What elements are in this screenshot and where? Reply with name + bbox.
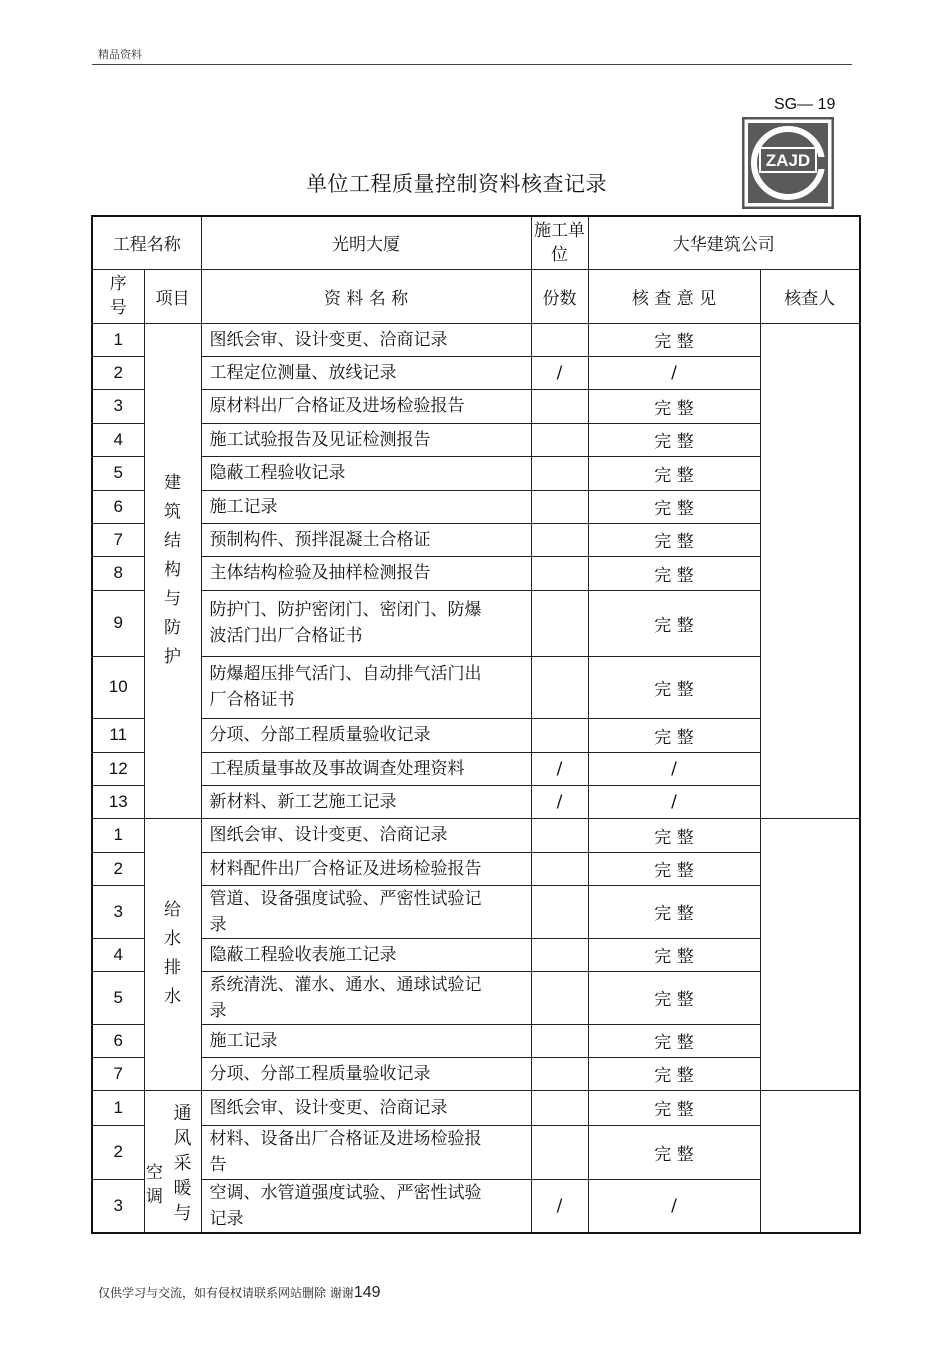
project-name-label: 工程名称 bbox=[92, 216, 201, 269]
opinion-cell: 完 整 bbox=[588, 1024, 760, 1057]
document-name: 施工试验报告及见证检测报告 bbox=[201, 423, 531, 456]
table-row bbox=[92, 556, 860, 590]
row-number: 12 bbox=[92, 752, 144, 785]
document-name-line1: 防护门、防护密闭门、密闭门、防爆 bbox=[209, 600, 482, 621]
category-char: 护 bbox=[164, 647, 181, 668]
info-row bbox=[92, 216, 860, 269]
table-row bbox=[92, 1179, 860, 1233]
document-name-line2: 记录 bbox=[209, 1208, 244, 1229]
row-number: 1 bbox=[92, 323, 144, 356]
row-number: 13 bbox=[92, 785, 144, 818]
category-hvac bbox=[144, 1090, 201, 1233]
checker-cell bbox=[760, 1090, 860, 1233]
category-char: 给 bbox=[164, 900, 181, 921]
page-number: 149 bbox=[353, 1284, 381, 1301]
row-number: 5 bbox=[92, 456, 144, 490]
copies-cell bbox=[531, 590, 588, 656]
document-name: 分项、分部工程质量验收记录 bbox=[201, 1057, 531, 1090]
copies-cell bbox=[531, 1090, 588, 1125]
table-row bbox=[92, 323, 860, 356]
table-row bbox=[92, 356, 860, 389]
copies-cell bbox=[531, 423, 588, 456]
category-char: 排 bbox=[164, 958, 181, 979]
table-row bbox=[92, 456, 860, 490]
checker-cell bbox=[760, 323, 860, 818]
row-number: 5 bbox=[92, 971, 144, 1024]
category-char: 结 bbox=[164, 531, 181, 552]
copies-header: 份数 bbox=[531, 269, 588, 323]
item-header: 项目 bbox=[144, 269, 201, 323]
copies-cell bbox=[531, 1125, 588, 1179]
row-number: 11 bbox=[92, 718, 144, 752]
document-name: 图纸会审、设计变更、洽商记录 bbox=[201, 323, 531, 356]
row-number: 7 bbox=[92, 523, 144, 556]
table-row bbox=[92, 1125, 860, 1179]
opinion-cell: 完 整 bbox=[588, 852, 760, 885]
document-name: 材料配件出厂合格证及进场检验报告 bbox=[201, 852, 531, 885]
table-row bbox=[92, 656, 860, 718]
category-char: 空 bbox=[146, 1162, 163, 1183]
document-name: 工程质量事故及事故调查处理资料 bbox=[201, 752, 531, 785]
row-number: 2 bbox=[92, 1125, 144, 1179]
svg-text:ZAJD: ZAJD bbox=[765, 151, 811, 170]
document-name: 工程定位测量、放线记录 bbox=[201, 356, 531, 389]
category-char: 水 bbox=[164, 929, 181, 950]
header-divider bbox=[92, 64, 852, 65]
table-row bbox=[92, 1024, 860, 1057]
category-char: 调 bbox=[146, 1186, 163, 1207]
row-number: 3 bbox=[92, 1179, 144, 1233]
copies-cell bbox=[531, 718, 588, 752]
document-name: 新材料、新工艺施工记录 bbox=[201, 785, 531, 818]
table-row bbox=[92, 1090, 860, 1125]
copies-cell bbox=[531, 656, 588, 718]
opinion-cell: 完 整 bbox=[588, 590, 760, 656]
footer-text: 仅供学习与交流，如有侵权请联系网站删除 谢谢 bbox=[98, 1286, 354, 1300]
opinion-cell: 完 整 bbox=[588, 1057, 760, 1090]
category-char: 通 bbox=[173, 1102, 192, 1124]
opinion-cell: 完 整 bbox=[588, 323, 760, 356]
row-number: 2 bbox=[92, 356, 144, 389]
table-row bbox=[92, 818, 860, 852]
row-number: 4 bbox=[92, 423, 144, 456]
construction-unit-label bbox=[531, 216, 588, 269]
document-name: 施工记录 bbox=[201, 490, 531, 523]
row-number: 1 bbox=[92, 1090, 144, 1125]
document-name-line1: 管道、设备强度试验、严密性试验记 bbox=[209, 888, 482, 909]
seq-header-line1: 序 bbox=[109, 274, 127, 295]
opinion-cell: 完 整 bbox=[588, 1125, 760, 1179]
document-name: 分项、分部工程质量验收记录 bbox=[201, 718, 531, 752]
opinion-cell: 完 整 bbox=[588, 490, 760, 523]
row-number: 7 bbox=[92, 1057, 144, 1090]
copies-cell bbox=[531, 323, 588, 356]
document-name: 隐蔽工程验收记录 bbox=[201, 456, 531, 490]
category-char: 水 bbox=[164, 987, 181, 1008]
copies-cell bbox=[531, 1024, 588, 1057]
page-title: 单位工程质量控制资料核查记录 bbox=[306, 172, 607, 196]
category-char: 与 bbox=[164, 589, 181, 610]
copies-cell bbox=[531, 1057, 588, 1090]
opinion-cell: 完 整 bbox=[588, 818, 760, 852]
table-row bbox=[92, 590, 860, 656]
table-row bbox=[92, 490, 860, 523]
footer bbox=[98, 1284, 381, 1302]
row-number: 6 bbox=[92, 490, 144, 523]
category-char: 采 bbox=[173, 1152, 192, 1174]
document-name: 原材料出厂合格证及进场检验报告 bbox=[201, 389, 531, 423]
document-name bbox=[201, 1179, 531, 1233]
table-row bbox=[92, 718, 860, 752]
table-row bbox=[92, 523, 860, 556]
copies-cell: / bbox=[531, 1179, 588, 1233]
document-name-line2: 波活门出厂合格证书 bbox=[209, 626, 363, 647]
header-text: 精品资料 bbox=[98, 48, 142, 61]
unit-label-line2: 位 bbox=[551, 244, 568, 265]
unit-label-line1: 施工单 bbox=[534, 220, 585, 241]
opinion-cell: / bbox=[588, 785, 760, 818]
document-name-line2: 录 bbox=[209, 914, 227, 935]
table-row bbox=[92, 885, 860, 938]
table-row bbox=[92, 785, 860, 818]
document-name-line1: 防爆超压排气活门、自动排气活门出 bbox=[209, 664, 482, 685]
opinion-cell: 完 整 bbox=[588, 456, 760, 490]
table-row bbox=[92, 971, 860, 1024]
row-number: 3 bbox=[92, 885, 144, 938]
category-hvac-side bbox=[145, 1161, 165, 1209]
opinion-cell: 完 整 bbox=[588, 389, 760, 423]
document-name: 图纸会审、设计变更、洽商记录 bbox=[201, 818, 531, 852]
opinion-cell: 完 整 bbox=[588, 656, 760, 718]
document-name bbox=[201, 656, 531, 718]
copies-cell bbox=[531, 971, 588, 1024]
document-name-line2: 告 bbox=[209, 1155, 227, 1176]
copies-cell: / bbox=[531, 356, 588, 389]
opinion-cell: 完 整 bbox=[588, 718, 760, 752]
copies-cell bbox=[531, 389, 588, 423]
opinion-cell: / bbox=[588, 1179, 760, 1233]
category-char: 与 bbox=[173, 1202, 192, 1224]
category-water-supply bbox=[144, 818, 201, 1090]
table-row bbox=[92, 423, 860, 456]
copies-cell bbox=[531, 938, 588, 971]
copies-cell bbox=[531, 818, 588, 852]
document-name: 隐蔽工程验收表施工记录 bbox=[201, 938, 531, 971]
project-name-value: 光明大厦 bbox=[201, 216, 531, 269]
checker-cell bbox=[760, 818, 860, 1090]
row-number: 9 bbox=[92, 590, 144, 656]
row-number: 4 bbox=[92, 938, 144, 971]
category-char: 暖 bbox=[173, 1177, 192, 1199]
category-hvac-main bbox=[167, 1101, 199, 1226]
copies-cell bbox=[531, 885, 588, 938]
category-structure bbox=[144, 323, 201, 818]
table-row bbox=[92, 389, 860, 423]
opinion-cell: 完 整 bbox=[588, 971, 760, 1024]
category-char: 筑 bbox=[164, 502, 181, 523]
document-name-line1: 材料、设备出厂合格证及进场检验报 bbox=[209, 1129, 482, 1150]
opinion-cell: / bbox=[588, 356, 760, 389]
name-header: 资 料 名 称 bbox=[201, 269, 531, 323]
opinion-cell: 完 整 bbox=[588, 556, 760, 590]
seq-header bbox=[92, 269, 144, 323]
row-number: 2 bbox=[92, 852, 144, 885]
category-char: 防 bbox=[164, 618, 181, 639]
document-name bbox=[201, 885, 531, 938]
document-name bbox=[201, 590, 531, 656]
document-name bbox=[201, 971, 531, 1024]
document-name-line2: 录 bbox=[209, 1000, 227, 1021]
table-row bbox=[92, 752, 860, 785]
opinion-cell: 完 整 bbox=[588, 885, 760, 938]
construction-unit-value: 大华建筑公司 bbox=[588, 216, 860, 269]
copies-cell: / bbox=[531, 785, 588, 818]
column-header-row bbox=[92, 269, 860, 323]
document-name bbox=[201, 1125, 531, 1179]
document-name: 图纸会审、设计变更、洽商记录 bbox=[201, 1090, 531, 1125]
document-name: 预制构件、预拌混凝土合格证 bbox=[201, 523, 531, 556]
opinion-cell: 完 整 bbox=[588, 938, 760, 971]
copies-cell bbox=[531, 490, 588, 523]
document-name-line2: 厂合格证书 bbox=[209, 690, 295, 711]
table-row bbox=[92, 852, 860, 885]
copies-cell bbox=[531, 523, 588, 556]
document-name: 主体结构检验及抽样检测报告 bbox=[201, 556, 531, 590]
inspection-record-table bbox=[91, 215, 861, 1234]
document-name-line1: 系统清洗、灌水、通水、通球试验记 bbox=[209, 974, 482, 995]
copies-cell: / bbox=[531, 752, 588, 785]
copies-cell bbox=[531, 456, 588, 490]
row-number: 1 bbox=[92, 818, 144, 852]
opinion-cell: 完 整 bbox=[588, 523, 760, 556]
document-name-line1: 空调、水管道强度试验、严密性试验 bbox=[209, 1182, 482, 1203]
category-char: 建 bbox=[164, 473, 181, 494]
row-number: 8 bbox=[92, 556, 144, 590]
opinion-header: 核 查 意 见 bbox=[588, 269, 760, 323]
seq-header-line2: 号 bbox=[109, 298, 127, 319]
checker-header: 核查人 bbox=[760, 269, 860, 323]
document-name: 施工记录 bbox=[201, 1024, 531, 1057]
copies-cell bbox=[531, 852, 588, 885]
opinion-cell: / bbox=[588, 752, 760, 785]
table-row bbox=[92, 938, 860, 971]
opinion-cell: 完 整 bbox=[588, 423, 760, 456]
document-code: SG— 19 bbox=[774, 96, 836, 113]
row-number: 6 bbox=[92, 1024, 144, 1057]
row-number: 10 bbox=[92, 656, 144, 718]
table-row bbox=[92, 1057, 860, 1090]
category-char: 风 bbox=[173, 1127, 192, 1149]
category-char: 构 bbox=[164, 560, 181, 581]
zajd-logo-icon bbox=[742, 117, 834, 209]
row-number: 3 bbox=[92, 389, 144, 423]
copies-cell bbox=[531, 556, 588, 590]
opinion-cell: 完 整 bbox=[588, 1090, 760, 1125]
